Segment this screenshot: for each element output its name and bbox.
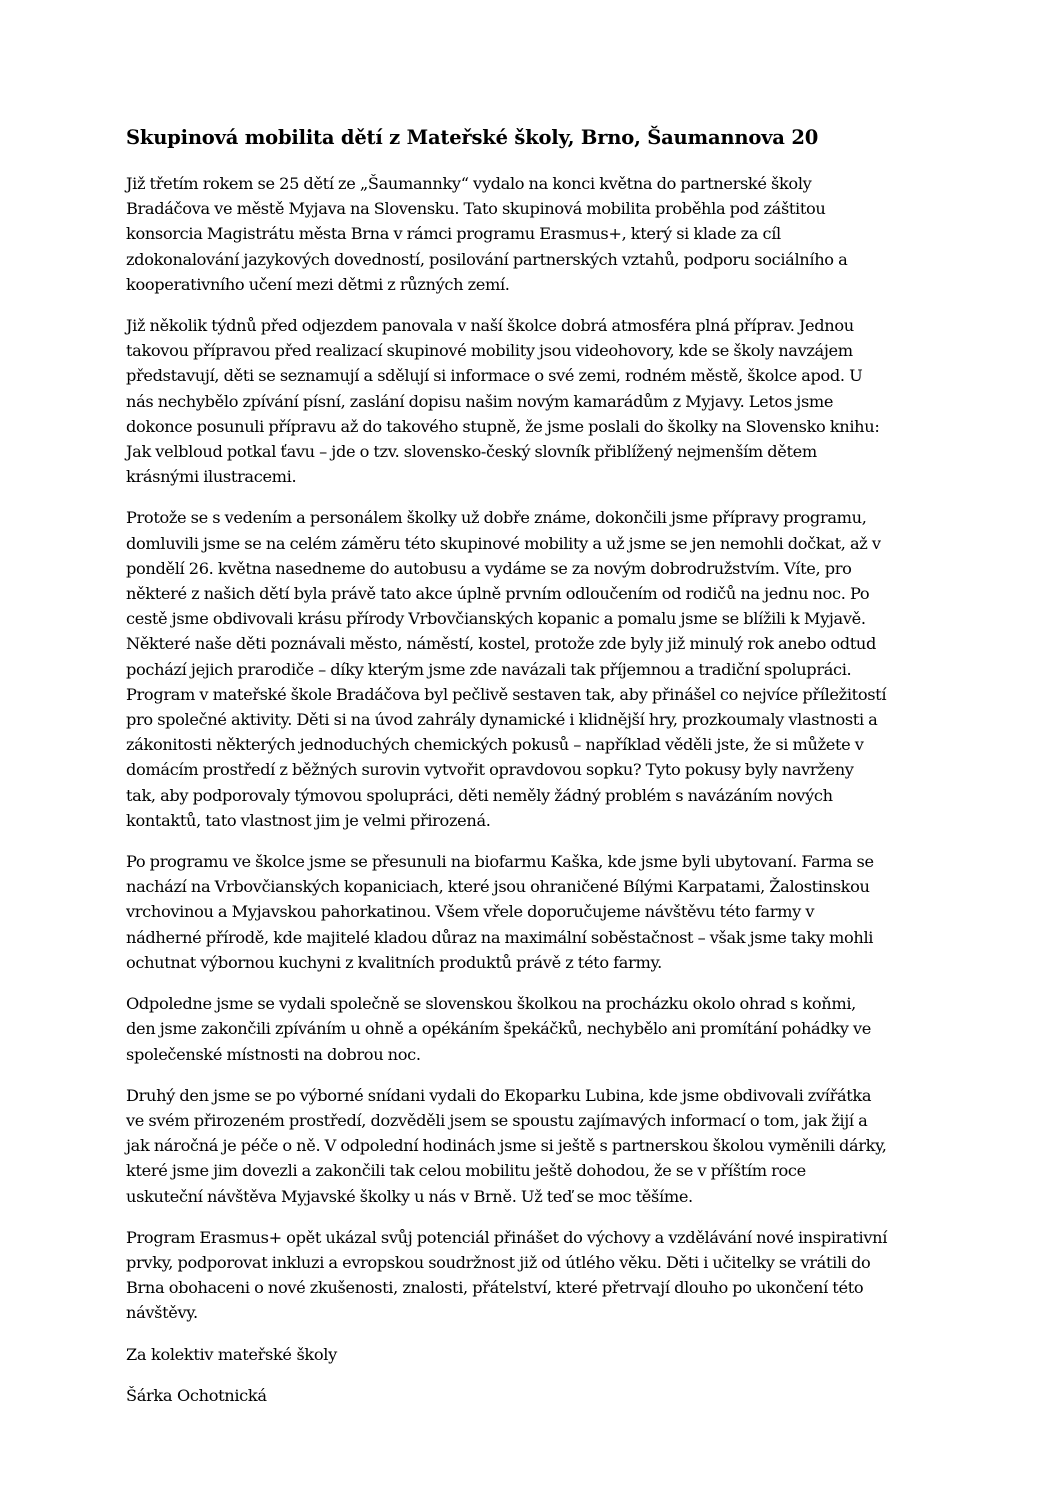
- body-paragraph-6: [126, 1083, 941, 1209]
- paragraph-line: Již třetím rokem se 25 dětí ze „Šaumannky“ vydalo na konci května do partnerské školy: [126, 174, 812, 193]
- paragraph-line: pochází jejich prarodiče – díky kterým jsme zde navázali tak příjemnou a tradiční spolupráci.: [126, 659, 852, 679]
- paragraph-line: zdokonalování jazykových dovedností, posilování partnerských vztahů, podporu sociálního a: [126, 249, 848, 269]
- paragraph-line: konsorcia Magistrátu města Brna v rámci programu Erasmus+, který si klade za cíl: [126, 224, 781, 244]
- document-page: [126, 124, 941, 1424]
- paragraph-line: některé z našich dětí byla právě tato akce úplně prvním odloučením od rodičů na jednu noc. Po: [126, 584, 870, 604]
- paragraph-line: Již několik týdnů před odjezdem panovala v naší školce dobrá atmosféra plná příprav. Jednou: [126, 316, 854, 336]
- paragraph-line: domluvili jsme se na celém záměru této skupinové mobility a už jsme se jen nemohli dočkat, až v: [126, 533, 881, 553]
- paragraph-line: tak, aby podporovaly týmovou spolupráci, děti neměly žádný problém s navázáním nových: [126, 785, 833, 805]
- closing-line: Za kolektiv mateřské školy: [126, 1344, 337, 1364]
- paragraph-line: krásnými ilustracemi.: [126, 467, 297, 487]
- document-title: Skupinová mobilita dětí z Mateřské školy, Brno, Šaumannova 20: [126, 126, 819, 149]
- paragraph-line: Odpoledne jsme se vydali společně se slovenskou školkou na procházku okolo ohrad s koňmi,: [126, 994, 856, 1014]
- paragraph-line: kooperativního učení mezi dětmi z různých zemí.: [126, 274, 510, 294]
- paragraph-line: návštěvy.: [126, 1303, 198, 1323]
- signature: Šárka Ochotnická: [126, 1385, 267, 1405]
- paragraph-line: uskuteční návštěva Myjavské školky u nás v Brně. Už teď se moc těšíme.: [126, 1186, 693, 1206]
- paragraph-line: Po programu ve školce jsme se přesunuli na biofarmu Kaška, kde jsme byli ubytovaní. Farma se: [126, 852, 874, 872]
- paragraph-line: pro společné aktivity. Děti si na úvod zahrály dynamické i klidnější hry, prozkoumaly vlastnosti a: [126, 710, 878, 730]
- paragraph-line: vrchovinou a Myjavskou pahorkatinou. Všem vřele doporučujeme návštěvu této farmy v: [126, 902, 815, 922]
- paragraph-line: ve svém přirozeném prostředí, dozvěděli jsem se spoustu zajímavých informací o tom, jak žijí a: [126, 1110, 868, 1130]
- body-paragraph-7: [126, 1225, 941, 1326]
- paragraph-line: společenské místnosti na dobrou noc.: [126, 1044, 421, 1064]
- paragraph-line: Program Erasmus+ opět ukázal svůj potenciál přinášet do výchovy a vzdělávání nové inspirativní: [126, 1227, 888, 1247]
- paragraph-line: které jsme jim dovezli a zakončili tak celou mobilitu ještě dohodou, že se v příštím roce: [126, 1161, 806, 1181]
- paragraph-line: takovou přípravou před realizací skupinové mobility jsou videohovory, kde se školy navzájem: [126, 341, 853, 361]
- paragraph-line: dokonce posunuli přípravu až do takového stupně, že jsme poslali do školky na Slovensko knihu:: [126, 416, 880, 436]
- paragraph-line: cestě jsme obdivovali krásu přírody Vrbovčianských kopanic a pomalu jsme se blížili k Myjavě.: [126, 609, 866, 629]
- paragraph-line: domácím prostředí z běžných surovin vytvořit opravdovou sopku? Tyto pokusy byly navrženy: [126, 760, 854, 780]
- document-body: [126, 171, 941, 1326]
- paragraph-line: zákonitosti některých jednoduchých chemických pokusů – například věděli jste, že si můžete v: [126, 735, 864, 755]
- paragraph-line: kontaktů, tato vlastnost jim je velmi přirozená.: [126, 810, 491, 830]
- body-paragraph-3: [126, 505, 941, 833]
- paragraph-line: nádherné přírodě, kde majitelé kladou důraz na maximální soběstačnost – však jsme taky mohli: [126, 927, 874, 947]
- paragraph-line: nás nechybělo zpívání písní, zaslání dopisu našim novým kamarádům z Myjavy. Letos jsme: [126, 391, 834, 411]
- paragraph-line: ochutnat výbornou kuchyni z kvalitních produktů právě z této farmy.: [126, 952, 662, 972]
- paragraph-line: nachází na Vrbovčianských kopaniciach, které jsou ohraničené Bílými Karpatami, Žalostinskou: [126, 877, 870, 897]
- paragraph-line: prvky, podporovat inkluzi a evropskou soudržnost již od útlého věku. Děti i učitelky se vrátili do: [126, 1252, 871, 1272]
- paragraph-line: Bradáčova ve městě Myjava na Slovensku. Tato skupinová mobilita proběhla pod záštitou: [126, 199, 826, 219]
- body-paragraph-5: [126, 991, 941, 1067]
- paragraph-line: Protože se s vedením a personálem školky už dobře známe, dokončili jsme přípravy programu,: [126, 508, 867, 528]
- body-paragraph-1: [126, 171, 941, 297]
- paragraph-line: Některé naše děti poznávali město, náměstí, kostel, protože zde byly již minulý rok anebo odtud: [126, 634, 877, 654]
- paragraph-line: den jsme zakončili zpíváním u ohně a opékáním špekáčků, nechybělo ani promítání pohádky ve: [126, 1019, 872, 1039]
- paragraph-line: Program v mateřské škole Bradáčova byl pečlivě sestaven tak, aby přinášel co nejvíce příležitostí: [126, 684, 887, 704]
- paragraph-line: Druhý den jsme se po výborné snídani vydali do Ekoparku Lubina, kde jsme obdivovali zvířátka: [126, 1085, 872, 1105]
- paragraph-line: pondělí 26. května nasedneme do autobusu a vydáme se za novým dobrodružstvím. Víte, pro: [126, 558, 852, 578]
- paragraph-line: jak náročná je péče o ně. V odpolední hodinách jsme si ještě s partnerskou školou vyměnili dárky,: [126, 1136, 887, 1156]
- body-paragraph-4: [126, 849, 941, 975]
- paragraph-line: Brna obohaceni o nové zkušenosti, znalosti, přátelství, které přetrvají dlouho po ukončení této: [126, 1278, 864, 1298]
- paragraph-line: Jak velbloud potkal ťavu – jde o tzv. slovensko-český slovník přiblížený nejmenším dětem: [126, 442, 817, 462]
- paragraph-line: představují, děti se seznamují a sdělují si informace o své zemi, rodném městě, školce apod. U: [126, 366, 863, 386]
- body-paragraph-2: [126, 313, 941, 489]
